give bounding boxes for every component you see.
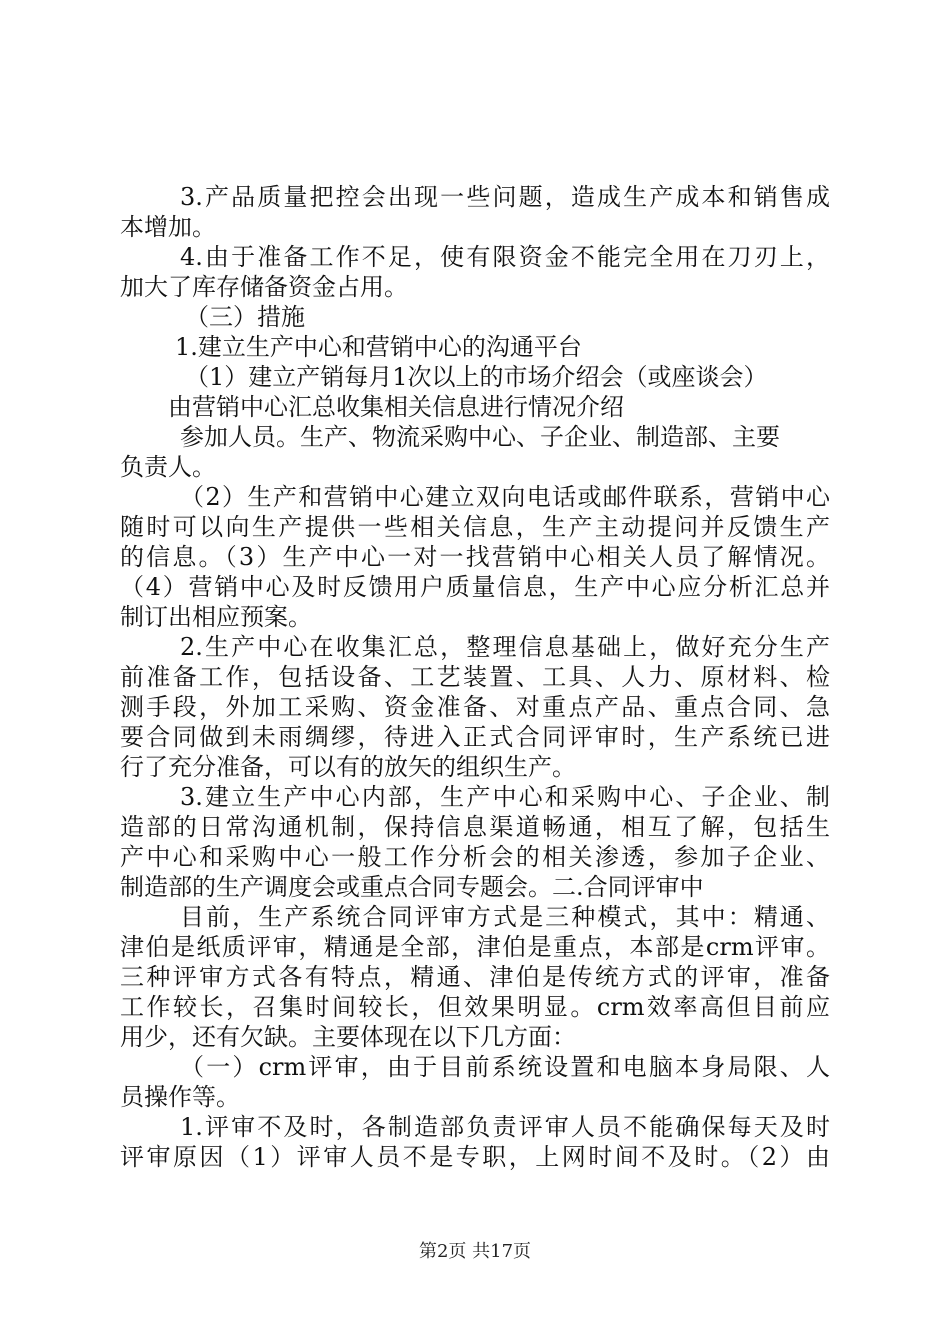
- line-text: 参加人员。生产、物流采购中心、子企业、制造部、主要: [180, 423, 780, 451]
- line-text: 用少，还有欠缺。主要体现在以下几方面：: [120, 1023, 576, 1051]
- text-line: [0, 332, 950, 362]
- text-line: [0, 932, 950, 962]
- line-text: （一）crm评审，由于目前系统设置和电脑本身局限、人: [180, 1053, 830, 1081]
- line-text: （1）建立产销每月1次以上的市场介绍会（或座谈会）: [185, 363, 768, 391]
- text-line: [0, 872, 950, 902]
- line-text: 制订出相应预案。: [120, 603, 312, 631]
- text-line: [0, 482, 950, 512]
- line-text: 工作较长，召集时间较长，但效果明显。crm效率高但目前应: [120, 993, 830, 1021]
- text-line: [0, 902, 950, 932]
- line-text: 前准备工作，包括设备、工艺装置、工具、人力、原材料、检: [120, 663, 830, 691]
- line-text: 员操作等。: [120, 1083, 240, 1111]
- text-line: [0, 422, 950, 452]
- line-text: 2.生产中心在收集汇总，整理信息基础上，做好充分生产: [180, 633, 830, 661]
- text-line: [0, 1142, 950, 1172]
- page-number: 第2页 共17页: [418, 1241, 532, 1262]
- line-text: 行了充分准备，可以有的放矢的组织生产。: [120, 753, 576, 781]
- text-line: [0, 692, 950, 722]
- line-text: 产中心和采购中心一般工作分析会的相关渗透，参加子企业、: [120, 843, 830, 871]
- text-line: [0, 842, 950, 872]
- text-line: [0, 1112, 950, 1142]
- text-line: [0, 962, 950, 992]
- text-line: [0, 512, 950, 542]
- text-line: [0, 1052, 950, 1082]
- line-text: 加大了库存储备资金占用。: [120, 273, 408, 301]
- text-line: [0, 632, 950, 662]
- line-text: （2）生产和营销中心建立双向电话或邮件联系，营销中心: [180, 483, 830, 511]
- line-text: 三种评审方式各有特点，精通、津伯是传统方式的评审，准备: [120, 963, 830, 991]
- line-text: 1.评审不及时，各制造部负责评审人员不能确保每天及时: [180, 1113, 830, 1141]
- text-line: [0, 302, 950, 332]
- text-line: [0, 1082, 950, 1112]
- line-text: 由营销中心汇总收集相关信息进行情况介绍: [168, 393, 624, 421]
- text-line: [0, 392, 950, 422]
- text-line: [0, 812, 950, 842]
- text-line: [0, 722, 950, 752]
- text-line: [0, 662, 950, 692]
- line-text: 3.建立生产中心内部，生产中心和采购中心、子企业、制: [180, 783, 830, 811]
- line-text: （4）营销中心及时反馈用户质量信息，生产中心应分析汇总并: [120, 573, 830, 601]
- line-text: 评审原因（1）评审人员不是专职，上网时间不及时。（2）由: [120, 1143, 830, 1171]
- text-line: [0, 782, 950, 812]
- text-line: [0, 1022, 950, 1052]
- text-line: [0, 542, 950, 572]
- line-text: 随时可以向生产提供一些相关信息，生产主动提问并反馈生产: [120, 513, 830, 541]
- line-text: 的信息。（3）生产中心一对一找营销中心相关人员了解情况。: [120, 543, 830, 571]
- line-text: 造部的日常沟通机制，保持信息渠道畅通，相互了解，包括生: [120, 813, 830, 841]
- text-line: [0, 752, 950, 782]
- text-line: [0, 992, 950, 1022]
- text-line: [0, 572, 950, 602]
- line-text: 本增加。: [120, 213, 216, 241]
- line-text: 测手段，外加工采购、资金准备、对重点产品、重点合同、急: [120, 693, 830, 721]
- line-text: 制造部的生产调度会或重点合同专题会。二.合同评审中: [120, 873, 704, 901]
- text-line: [0, 452, 950, 482]
- line-text: 津伯是纸质评审，精通是全部，津伯是重点，本部是crm评审。: [120, 933, 830, 961]
- text-line: [0, 362, 950, 392]
- line-text: 4.由于准备工作不足，使有限资金不能完全用在刀刃上，: [180, 243, 830, 271]
- line-text: 负责人。: [120, 453, 216, 481]
- line-text: 1.建立生产中心和营销中心的沟通平台: [175, 333, 582, 361]
- line-text: 3.产品质量把控会出现一些问题，造成生产成本和销售成: [180, 183, 830, 211]
- line-text: 要合同做到未雨绸缪，待进入正式合同评审时，生产系统已进: [120, 723, 830, 751]
- line-text: （三）措施: [185, 303, 305, 331]
- text-line: [0, 242, 950, 272]
- text-line: [0, 212, 950, 242]
- text-line: [0, 182, 950, 212]
- text-line: [0, 272, 950, 302]
- line-text: 目前，生产系统合同评审方式是三种模式，其中：精通、: [180, 903, 830, 931]
- text-line: [0, 602, 950, 632]
